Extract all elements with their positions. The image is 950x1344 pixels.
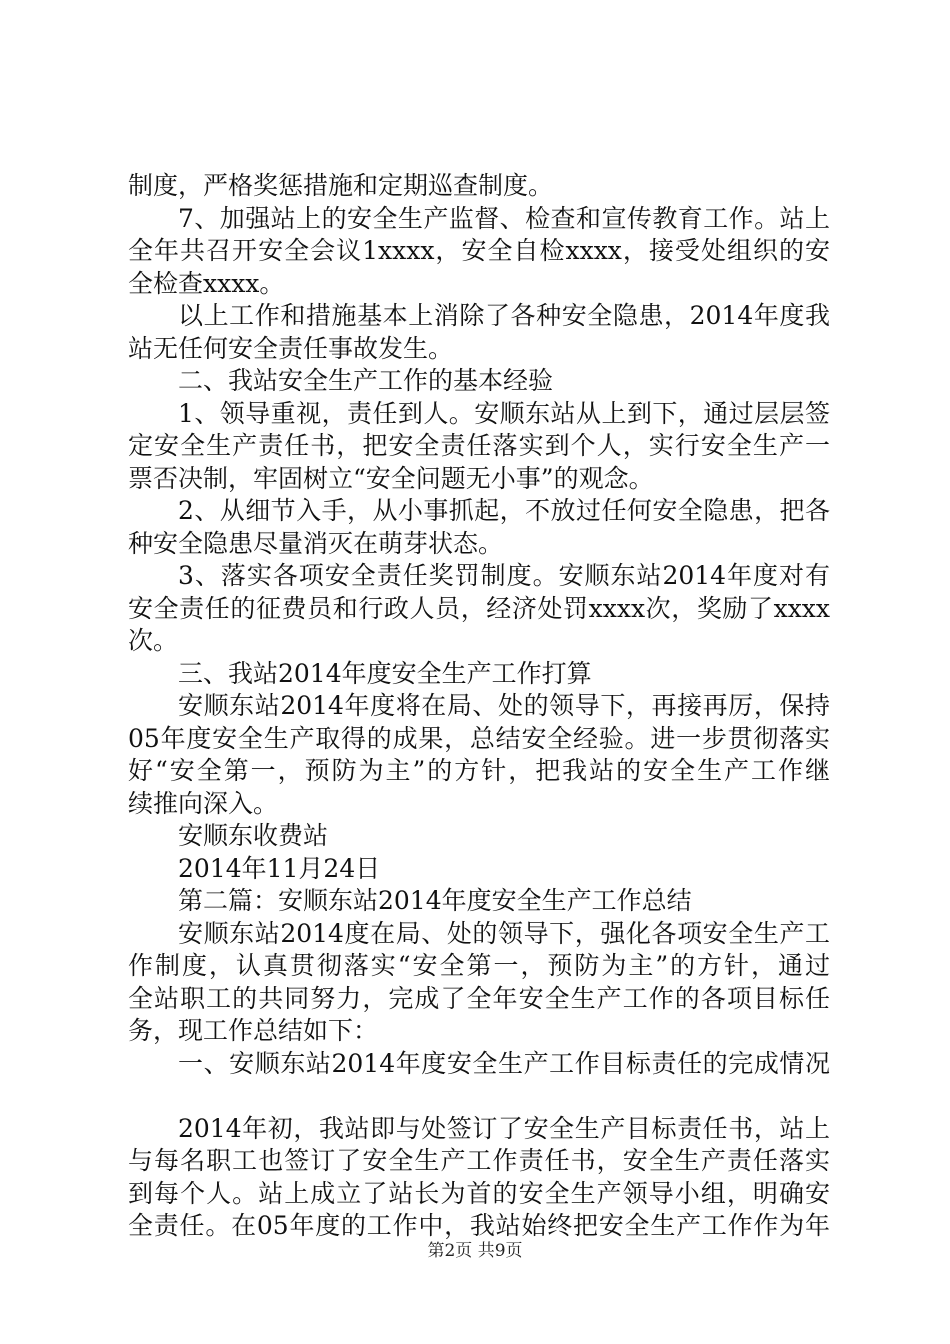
text-line: 与每名职工也签订了安全生产工作责任书，安全生产责任落实: [128, 1146, 830, 1175]
blank-line: [128, 1080, 830, 1113]
text-line: 7、加强站上的安全生产监督、检查和宣传教育工作。站上: [178, 203, 830, 233]
section-heading: 一、安顺东站2014年度安全生产工作目标责任的完成情况: [178, 1048, 830, 1078]
text-line: 安顺东站2014度在局、处的领导下，强化各项安全生产工: [178, 918, 830, 948]
text-line: 制度，严格奖惩措施和定期巡查制度。: [128, 171, 554, 200]
text-line: 以上工作和措施基本上消除了各种安全隐患，2014年度我: [178, 301, 830, 330]
article-title: 第二篇：安顺东站2014年度安全生产工作总结: [178, 886, 692, 915]
text-line: 好“安全第一，预防为主”的方针，把我站的安全生产工作继: [128, 756, 830, 785]
text-line: 安顺东站2014年度将在局、处的领导下，再接再厉，保持: [178, 691, 830, 720]
text-line: 全站职工的共同努力，完成了全年安全生产工作的各项目标任: [128, 983, 830, 1013]
text-line: 安全责任的征费员和行政人员，经济处罚xxxx次，奖励了xxxx: [128, 593, 830, 623]
text-line: 定安全生产责任书，把安全责任落实到个人，实行安全生产一: [128, 431, 830, 460]
signature-org: 安顺东收费站: [178, 821, 329, 850]
text-line: 2、从细节入手，从小事抓起，不放过任何安全隐患，把各: [178, 496, 830, 525]
text-line: 全检查xxxx。: [128, 268, 285, 298]
text-line: 种安全隐患尽量消灭在萌芽状态。: [128, 528, 504, 558]
section-heading: 二、我站安全生产工作的基本经验: [178, 366, 554, 395]
text-line: 3、落实各项安全责任奖罚制度。安顺东站2014年度对有: [178, 561, 830, 590]
text-line: 次。: [128, 626, 179, 655]
text-line: 全年共召开安全会议1xxxx，安全自检xxxx，接受处组织的安: [128, 236, 830, 265]
document-body: [128, 170, 830, 1243]
text-line: 务，现工作总结如下：: [128, 1016, 379, 1045]
text-line: 2014年初，我站即与处签订了安全生产目标责任书，站上: [178, 1113, 830, 1143]
text-line: 续推向深入。: [128, 788, 279, 818]
text-line: 站无任何安全责任事故发生。: [128, 333, 454, 363]
text-line: 1、领导重视，责任到人。安顺东站从上到下，通过层层签: [178, 398, 830, 428]
page-number-footer: 第2页 共9页: [427, 1241, 523, 1261]
text-line: 到每个人。站上成立了站长为首的安全生产领导小组，明确安: [128, 1178, 830, 1208]
signature-date: 2014年11月24日: [178, 853, 381, 883]
text-line: 票否决制，牢固树立“安全问题无小事”的观念。: [128, 463, 654, 493]
text-line: 作制度，认真贯彻落实“安全第一，预防为主”的方针，通过: [128, 951, 830, 980]
text-line: 05年度安全生产取得的成果，总结安全经验。进一步贯彻落实: [128, 723, 830, 753]
text-line: 全责任。在05年度的工作中，我站始终把安全生产工作作为年: [128, 1211, 830, 1240]
section-heading: 三、我站2014年度安全生产工作打算: [178, 658, 592, 688]
